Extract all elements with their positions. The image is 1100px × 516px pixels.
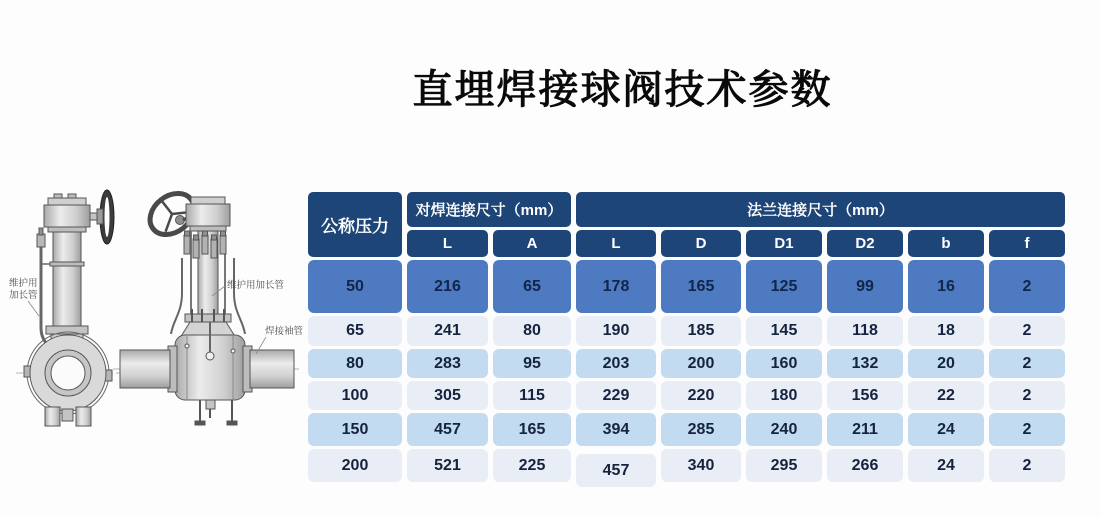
parameters-table <box>308 192 1065 482</box>
pressure-cell: 50 <box>308 260 402 313</box>
value-cell: 295 <box>746 449 822 482</box>
value-cell: 95 <box>493 349 571 378</box>
value-cell: 185 <box>661 316 741 346</box>
value-cell: 283 <box>407 349 488 378</box>
value-cell: 65 <box>493 260 571 313</box>
value-cell: 203 <box>576 349 656 378</box>
value-cell: 180 <box>746 381 822 410</box>
group-header-butt-weld: 对焊连接尺寸（mm） <box>407 192 571 227</box>
column-header-flange-L: L <box>576 230 656 257</box>
value-cell: 178 <box>576 260 656 313</box>
column-header-weld-A: A <box>493 230 571 257</box>
valve-side-view-callout <box>9 277 39 316</box>
value-cell: 125 <box>746 260 822 313</box>
maintenance-pipe-label-right: 维护用加长管 <box>227 280 285 291</box>
value-cell: 340 <box>661 449 741 482</box>
value-cell: 18 <box>908 316 984 346</box>
value-cell: 2 <box>989 316 1065 346</box>
valve-side-view <box>16 190 122 426</box>
value-cell: 99 <box>827 260 903 313</box>
column-header-flange-D1: D1 <box>746 230 822 257</box>
value-cell: 165 <box>661 260 741 313</box>
pressure-cell: 100 <box>308 381 402 410</box>
value-cell: 20 <box>908 349 984 378</box>
weld-sleeve-label: 焊接袖管 <box>265 326 303 337</box>
value-cell: 2 <box>989 349 1065 378</box>
column-header-flange-D2: D2 <box>827 230 903 257</box>
column-header-flange-b: b <box>908 230 984 257</box>
value-cell: 285 <box>661 413 741 446</box>
column-header-flange-D: D <box>661 230 741 257</box>
value-cell: 16 <box>908 260 984 313</box>
value-cell: 266 <box>827 449 903 482</box>
value-cell: 200 <box>661 349 741 378</box>
value-cell: 305 <box>407 381 488 410</box>
value-cell: 216 <box>407 260 488 313</box>
value-cell: 2 <box>989 381 1065 410</box>
page-title: 直埋焊接球阀技术参数 <box>412 68 833 112</box>
value-cell: 220 <box>661 381 741 410</box>
pressure-cell: 150 <box>308 413 402 446</box>
valve-drawing <box>8 178 303 508</box>
value-cell: 160 <box>746 349 822 378</box>
value-cell: 2 <box>989 260 1065 313</box>
group-header-flange: 法兰连接尺寸（mm） <box>576 192 1065 227</box>
value-cell: 24 <box>908 413 984 446</box>
value-cell: 2 <box>989 413 1065 446</box>
value-cell: 80 <box>493 316 571 346</box>
value-cell: 22 <box>908 381 984 410</box>
column-header-pressure: 公称压力 <box>308 192 402 257</box>
column-header-weld-L: L <box>407 230 488 257</box>
value-cell: 241 <box>407 316 488 346</box>
value-cell: 225 <box>493 449 571 482</box>
value-cell: 211 <box>827 413 903 446</box>
value-cell: 229 <box>576 381 656 410</box>
maintenance-pipe-label-line2: 加长管 <box>9 290 38 301</box>
value-cell: 156 <box>827 381 903 410</box>
value-cell: 521 <box>407 449 488 482</box>
value-cell: 457 <box>407 413 488 446</box>
value-cell: 24 <box>908 449 984 482</box>
value-cell: 132 <box>827 349 903 378</box>
value-cell: 457 <box>576 454 656 487</box>
value-cell: 190 <box>576 316 656 346</box>
value-cell: 118 <box>827 316 903 346</box>
value-cell: 165 <box>493 413 571 446</box>
pressure-cell: 65 <box>308 316 402 346</box>
value-cell: 240 <box>746 413 822 446</box>
maintenance-pipe-label-line1: 维护用 <box>9 278 38 289</box>
pressure-cell: 80 <box>308 349 402 378</box>
column-header-flange-f: f <box>989 230 1065 257</box>
valve-front-view <box>113 185 299 425</box>
value-cell: 145 <box>746 316 822 346</box>
pressure-cell: 200 <box>308 449 402 482</box>
value-cell: 115 <box>493 381 571 410</box>
value-cell: 394 <box>576 413 656 446</box>
value-cell: 2 <box>989 449 1065 482</box>
